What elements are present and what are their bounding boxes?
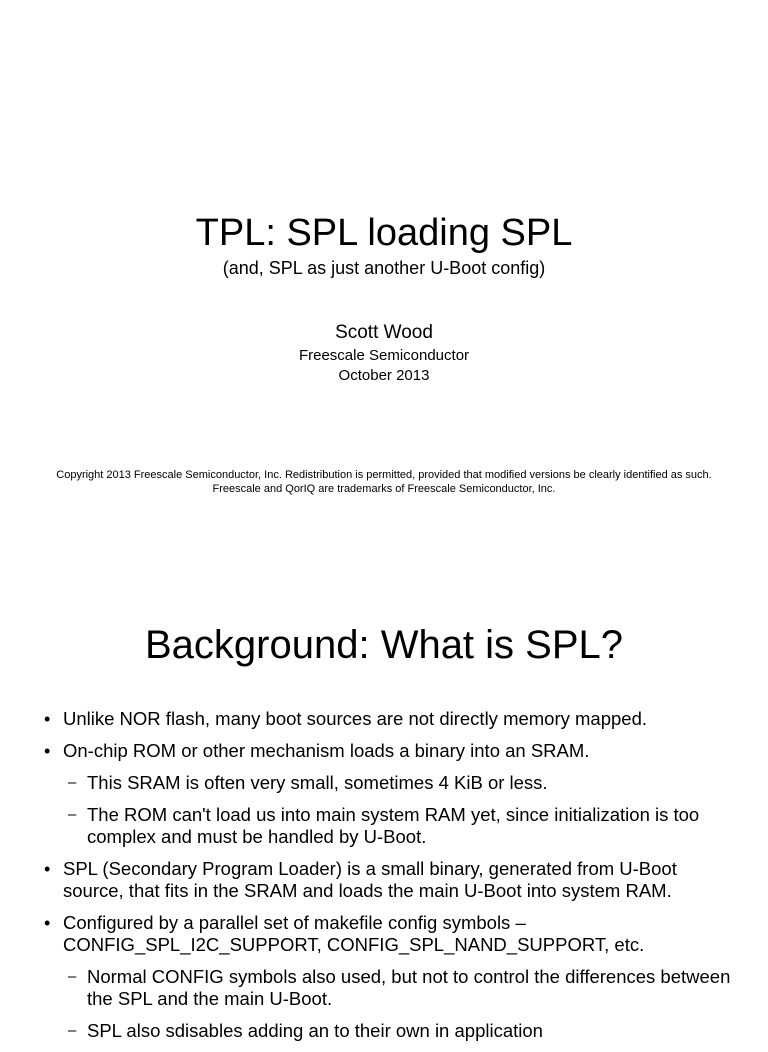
bullet-text: Unlike NOR flash, many boot sources are not directly memory mapped.: [63, 708, 648, 729]
bullet-text: On-chip ROM or other mechanism loads a binary into an SRAM.: [63, 740, 590, 761]
bullet-marker: •: [44, 709, 51, 729]
background-title: Background: What is SPL?: [144, 623, 624, 667]
bullet-item: [0, 708, 768, 730]
sub-bullet-item: [0, 966, 768, 1010]
bullet-marker: •: [44, 859, 51, 879]
bullet-item: [0, 740, 768, 762]
sub-bullet-item: [0, 1020, 768, 1042]
sub-bullet-text: Normal CONFIG symbols also used, but not to control the differences between the SPL and the main U-Boot.: [87, 966, 731, 1009]
bullet-list: [0, 708, 768, 1052]
sub-bullet-marker: –: [68, 774, 77, 791]
bullet-text: Configured by a parallel set of makefile config symbols – CONFIG_SPL_I2C_SUPPORT, CONFIG_SPL_NAND_SUPPORT, etc.: [63, 912, 645, 955]
bullet-item: [0, 912, 768, 956]
author-name: Scott Wood: [335, 322, 433, 343]
slide-title: TPL: SPL loading SPL: [195, 212, 573, 254]
sub-bullet-text: SPL also sdisables adding an to their own in application: [87, 1020, 543, 1041]
bullet-item: [0, 858, 768, 902]
sub-bullet-text: This SRAM is often very small, sometimes 4 KiB or less.: [87, 772, 548, 793]
copyright-notice: Copyright 2013 Freescale Semiconductor, Inc. Redistribution is permitted, provided that modified versions be clearly identified as such. Freescale and QorIQ are trademarks of Freescale Semiconductor, Inc.: [56, 469, 712, 495]
presentation-date: October 2013: [338, 367, 430, 384]
slide-subtitle: (and, SPL as just another U-Boot config): [222, 258, 546, 278]
bullet-text: SPL (Secondary Program Loader) is a small binary, generated from U-Boot source, that fits in the SRAM and loads the main U-Boot into system RAM.: [63, 858, 677, 901]
sub-bullet-item: [0, 772, 768, 794]
company-name: Freescale Semiconductor: [298, 347, 470, 364]
background-slide: [0, 576, 768, 1041]
sub-bullet-marker: –: [68, 1022, 77, 1039]
sub-bullet-item: [0, 804, 768, 848]
bullet-marker: •: [44, 913, 51, 933]
bullet-marker: •: [44, 741, 51, 761]
sub-bullet-marker: –: [68, 806, 77, 823]
sub-bullet-marker: –: [68, 968, 77, 985]
sub-bullet-text: The ROM can't load us into main system RAM yet, since initialization is too complex and must be handled by U-Boot.: [87, 804, 700, 847]
